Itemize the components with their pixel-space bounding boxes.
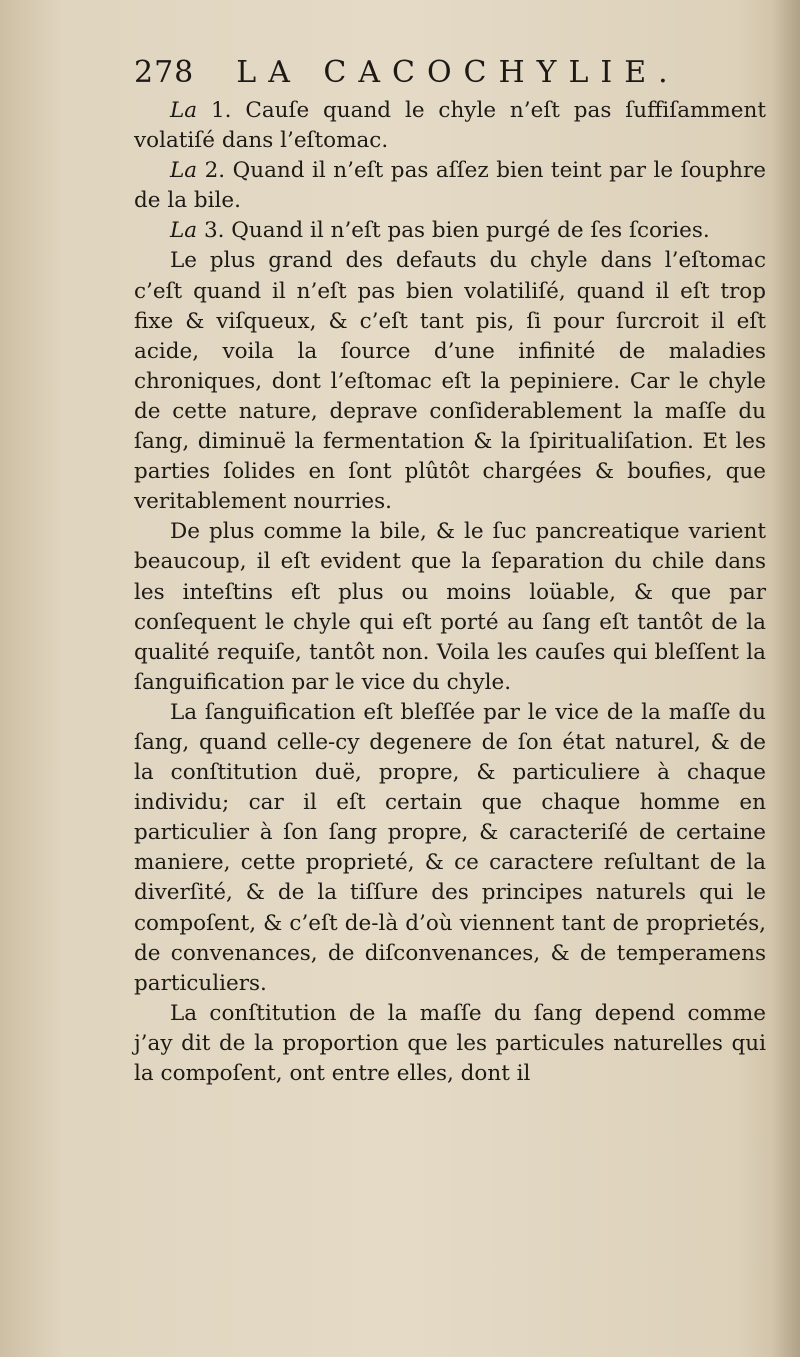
paragraph-text: De plus comme la bile, & le ſuc pancreatique varient beaucoup, il eſt evident que la ſeparation du chile dans les inteſtins eſt plus ou moins loüable, & que par conſequent le chyle qui eſt porté au ſang eſt tantôt de la qualité requiſe, tantôt non. Voila les cauſes qui bleſſent la ſanguification par le vice du chyle.: [134, 519, 766, 695]
paragraph-3: [134, 216, 766, 246]
running-title: LA CACOCHYLIE.: [236, 55, 680, 90]
paragraph-text: La ſanguification eſt bleſſée par le vice de la maſſe du ſang, quand celle-cy degenere de ſon état naturel, & de la conſtitution duë, propre, & particuliere à chaque individu; car il eſt certain que chaque homme en particulier à ſon ſang propre, & caracteriſé de certaine maniere, cette proprieté, & ce caractere reſultant de la diverſité, & de la tiſſure des principes naturels qui le compoſent, & c’eſt de-là d’où viennent tant de proprietés, de convenances, de diſconvenances, & de temperamens particuliers.: [134, 699, 766, 996]
paragraph-text: La conſtitution de la maſſe du ſang depend comme j’ay dit de la proportion que les particules naturelles qui la compoſent, ont entre elles, dont il: [134, 1000, 766, 1086]
paragraph-text: 2. Quand il n’eſt pas aſſez bien teint par le ſouphre de la bile.: [134, 158, 766, 214]
paragraph-text: 1. Cauſe quand le chyle n’eſt pas ſuffiſamment volatiſé dans l’eſtomac.: [134, 98, 766, 154]
paragraph-text: 3. Quand il n’eſt pas bien purgé de ſes ſcories.: [197, 218, 710, 244]
paragraph-4: [134, 246, 766, 517]
paragraph-2: [134, 156, 766, 216]
page-number: 278: [134, 55, 195, 90]
paragraph-text: Le plus grand des defauts du chyle dans l’eſtomac c’eſt quand il n’eſt pas bien volatiliſé, quand il eſt trop fixe & viſqueux, & c’eſt tant pis, ſi pour ſurcroit il eſt acide, voila la ſource d’une infinité de maladies chroniques, dont l’eſtomac eſt la pepiniere. Car le chyle de cette nature, deprave conſiderablement la maſſe du ſang, diminuë la fermentation & la ſpiritualiſation. Et les parties ſolides en ſont plûtôt chargées & boufies, que veritablement nourries.: [134, 248, 766, 515]
page-fold-shadow: [772, 0, 800, 1357]
paragraph-6: [134, 698, 766, 999]
paragraph-1: [134, 96, 766, 156]
paragraph-5: [134, 517, 766, 698]
page-header: [134, 55, 680, 95]
paragraph-lead: La: [170, 218, 198, 244]
paragraph-lead: La: [170, 98, 198, 123]
paragraph-7: [134, 999, 766, 1089]
body-text: [134, 96, 766, 1089]
paragraph-lead: La: [170, 158, 198, 184]
